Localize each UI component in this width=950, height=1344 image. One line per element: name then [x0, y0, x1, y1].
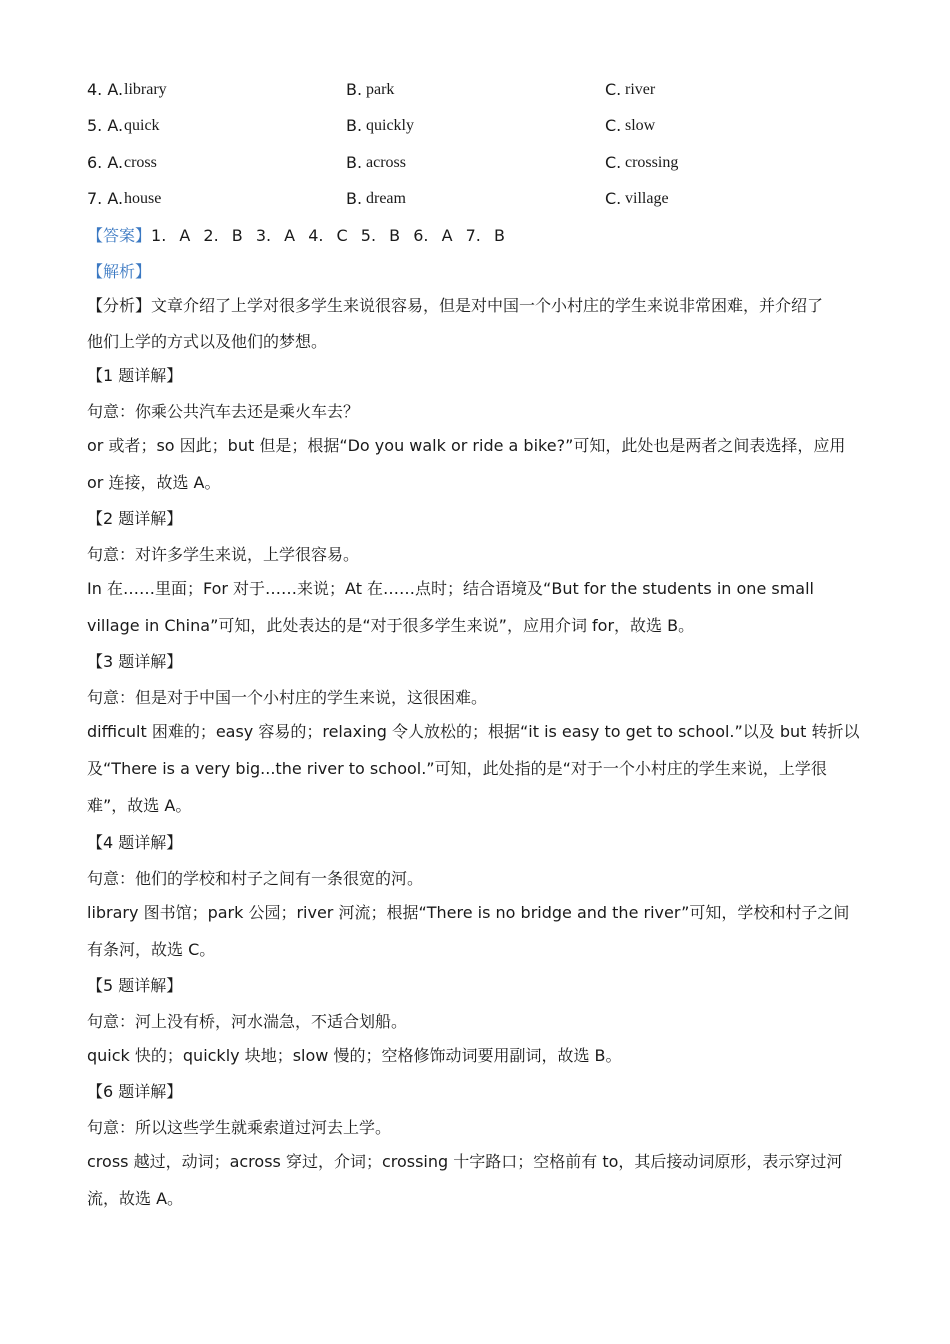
q2-explanation: In 在……里面；For 对于……来说；At 在……点时；结合语境及“But for the students in one small [87, 579, 814, 598]
q5-explanation: quick 快的；quickly 块地；slow 慢的；空格修饰动词要用副词，故选 B。 [87, 1046, 622, 1065]
option-c: slow [625, 117, 656, 134]
q3-explanation-end: 难”，故选 A。 [87, 796, 192, 815]
option-number: 6. A. [87, 153, 124, 172]
q5-heading: 【5 题详解】 [87, 976, 183, 995]
option-c: crossing [625, 154, 679, 171]
q6-heading: 【6 题详解】 [87, 1082, 183, 1101]
option-a: cross [124, 154, 157, 171]
answer-line [87, 225, 505, 247]
analysis-summary: 【分析】文章介绍了上学对很多学生来说很容易，但是对中国一个小村庄的学生来说非常困难，并介绍了 [87, 296, 824, 315]
q1-explanation-cont: or 连接，故选 A。 [87, 473, 221, 492]
option-c-label: C. [605, 153, 622, 172]
analysis-summary-cont: 他们上学的方式以及他们的梦想。 [87, 332, 328, 351]
option-number: 4. A. [87, 80, 124, 99]
option-b-label: B. [346, 80, 363, 99]
option-b: park [366, 81, 395, 98]
q6-explanation: cross 越过，动词；across 穿过，介词；crossing 十字路口；空格前有 to，其后接动词原形，表示穿过河 [87, 1152, 843, 1171]
q4-explanation: library 图书馆；park 公园；river 河流；根据“There is no bridge and the river”可知，学校和村子之间 [87, 903, 850, 922]
q5-meaning: 句意：河上没有桥，河水湍急，不适合划船。 [87, 1012, 408, 1031]
option-c-label: C. [605, 116, 622, 135]
q2-explanation-cont: village in China”可知，此处表达的是“对于很多学生来说”，应用介词 for，故选 B。 [87, 616, 695, 635]
option-b-label: B. [346, 153, 363, 172]
option-b: quickly [366, 117, 414, 134]
q6-meaning: 句意：所以这些学生就乘索道过河去上学。 [87, 1118, 392, 1137]
q1-meaning: 句意：你乘公共汽车去还是乘火车去？ [87, 402, 360, 421]
q1-explanation: or 或者；so 因此；but 但是；根据“Do you walk or ride a bike?”可知，此处也是两者之间表选择，应用 [87, 436, 846, 455]
q4-explanation-cont: 有条河，故选 C。 [87, 940, 216, 959]
option-c: village [625, 190, 669, 207]
option-b: across [366, 154, 406, 171]
q1-heading: 【1 题详解】 [87, 366, 183, 385]
option-c-label: C. [605, 189, 622, 208]
analysis-label: 【解析】 [87, 262, 152, 281]
option-a: house [124, 190, 162, 207]
q2-heading: 【2 题详解】 [87, 509, 183, 528]
answer-label: 【答案】 [87, 226, 152, 245]
q3-meaning: 句意：但是对于中国一个小村庄的学生来说，这很困难。 [87, 688, 488, 707]
q4-meaning: 句意：他们的学校和村子之间有一条很宽的河。 [87, 869, 424, 888]
option-b-label: B. [346, 116, 363, 135]
q3-explanation-cont: 及“There is a very big...the river to school.”可知，此处指的是“对于一个小村庄的学生来说，上学很 [87, 759, 827, 778]
option-b-label: B. [346, 189, 363, 208]
option-a: library [124, 81, 167, 98]
option-number: 7. A. [87, 189, 124, 208]
option-b: dream [366, 190, 406, 207]
option-c-label: C. [605, 80, 622, 99]
q6-explanation-cont: 流，故选 A。 [87, 1189, 184, 1208]
q3-heading: 【3 题详解】 [87, 652, 183, 671]
option-c: river [625, 81, 656, 98]
q2-meaning: 句意：对许多学生来说，上学很容易。 [87, 545, 360, 564]
answer-text: 1. A 2. B 3. A 4. C 5. B 6. A 7. B [151, 226, 505, 245]
q4-heading: 【4 题详解】 [87, 833, 183, 852]
option-a: quick [124, 117, 160, 134]
q3-explanation: difficult 困难的；easy 容易的；relaxing 令人放松的；根据“it is easy to get to school.”以及 but 转折以 [87, 722, 860, 741]
option-number: 5. A. [87, 116, 124, 135]
